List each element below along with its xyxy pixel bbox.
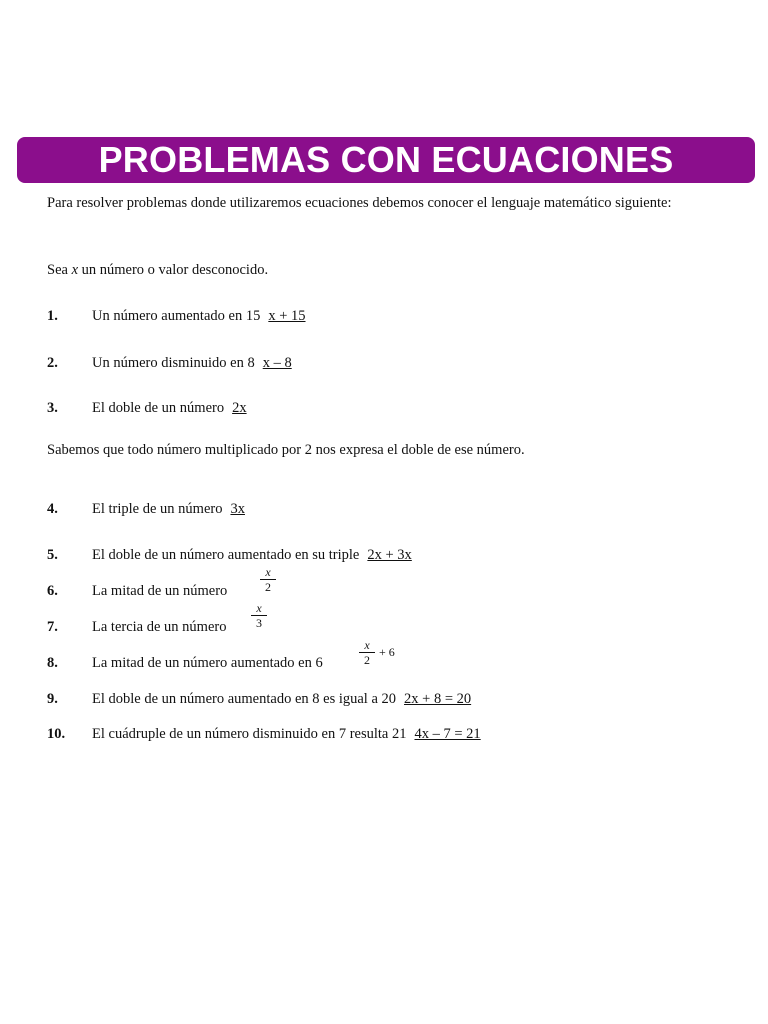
fraction-numerator: x <box>265 565 271 579</box>
item-number: 7. <box>47 619 58 635</box>
fraction-denominator: 2 <box>364 653 370 667</box>
definition-suffix: un número o valor desconocido. <box>78 262 269 278</box>
item-text: Un número disminuido en 8 <box>92 355 255 371</box>
list-item <box>92 400 247 417</box>
fraction-numerator: x <box>256 601 262 615</box>
fraction-numerator: x <box>364 638 370 652</box>
item-expression: 3x <box>230 501 245 517</box>
definition-prefix: Sea <box>47 262 72 278</box>
list-item <box>92 691 471 708</box>
item-text: Un número aumentado en 15 <box>92 308 261 324</box>
list-item <box>92 501 245 518</box>
item-number: 8. <box>47 655 58 671</box>
definition-line <box>47 262 268 279</box>
item-text: El doble de un número aumentado en 8 es igual a 20 <box>92 691 397 707</box>
list-item: La mitad de un número aumentado en 6 <box>92 655 323 671</box>
list-item <box>92 726 481 743</box>
item-number: 5. <box>47 547 58 563</box>
page-title: PROBLEMAS CON ECUACIONES <box>98 139 674 180</box>
item-number: 9. <box>47 691 58 707</box>
title-banner <box>17 137 755 183</box>
item-expression: x + 15 <box>268 308 306 324</box>
fraction <box>358 638 376 667</box>
item-text: El doble de un número aumentado en su triple <box>92 547 360 563</box>
item-number: 3. <box>47 400 58 416</box>
fraction <box>259 565 277 594</box>
item-expression: x – 8 <box>262 355 292 371</box>
fraction-denominator: 2 <box>265 580 271 594</box>
list-item <box>92 308 306 325</box>
list-item <box>92 547 412 564</box>
item-expression: 4x – 7 = 21 <box>414 726 481 742</box>
item-number: 1. <box>47 308 58 324</box>
item-expression: 2x <box>232 400 247 416</box>
item-text: El cuádruple de un número disminuido en 7 resulta 21 <box>92 726 407 742</box>
intro-paragraph: Para resolver problemas donde utilizaremos ecuaciones debemos conocer el lenguaje matemático siguiente: <box>47 195 672 211</box>
item-expression: 2x + 8 = 20 <box>404 691 472 707</box>
item-number: 2. <box>47 355 58 371</box>
list-item: La tercia de un número <box>92 619 227 635</box>
note-paragraph: Sabemos que todo número multiplicado por 2 nos expresa el doble de ese número. <box>47 442 525 458</box>
item-text: El doble de un número <box>92 400 225 416</box>
fraction <box>250 601 268 630</box>
item-number: 6. <box>47 583 58 599</box>
item-expression: 2x + 3x <box>367 547 412 563</box>
item-number: 10. <box>47 726 66 742</box>
definition-variable: x <box>71 262 78 278</box>
fraction-denominator: 3 <box>256 616 262 630</box>
item-number: 4. <box>47 501 58 517</box>
list-item <box>92 355 292 372</box>
fraction-suffix: + 6 <box>379 645 395 659</box>
item-text: El triple de un número <box>92 501 223 517</box>
list-item: La mitad de un número <box>92 583 228 599</box>
